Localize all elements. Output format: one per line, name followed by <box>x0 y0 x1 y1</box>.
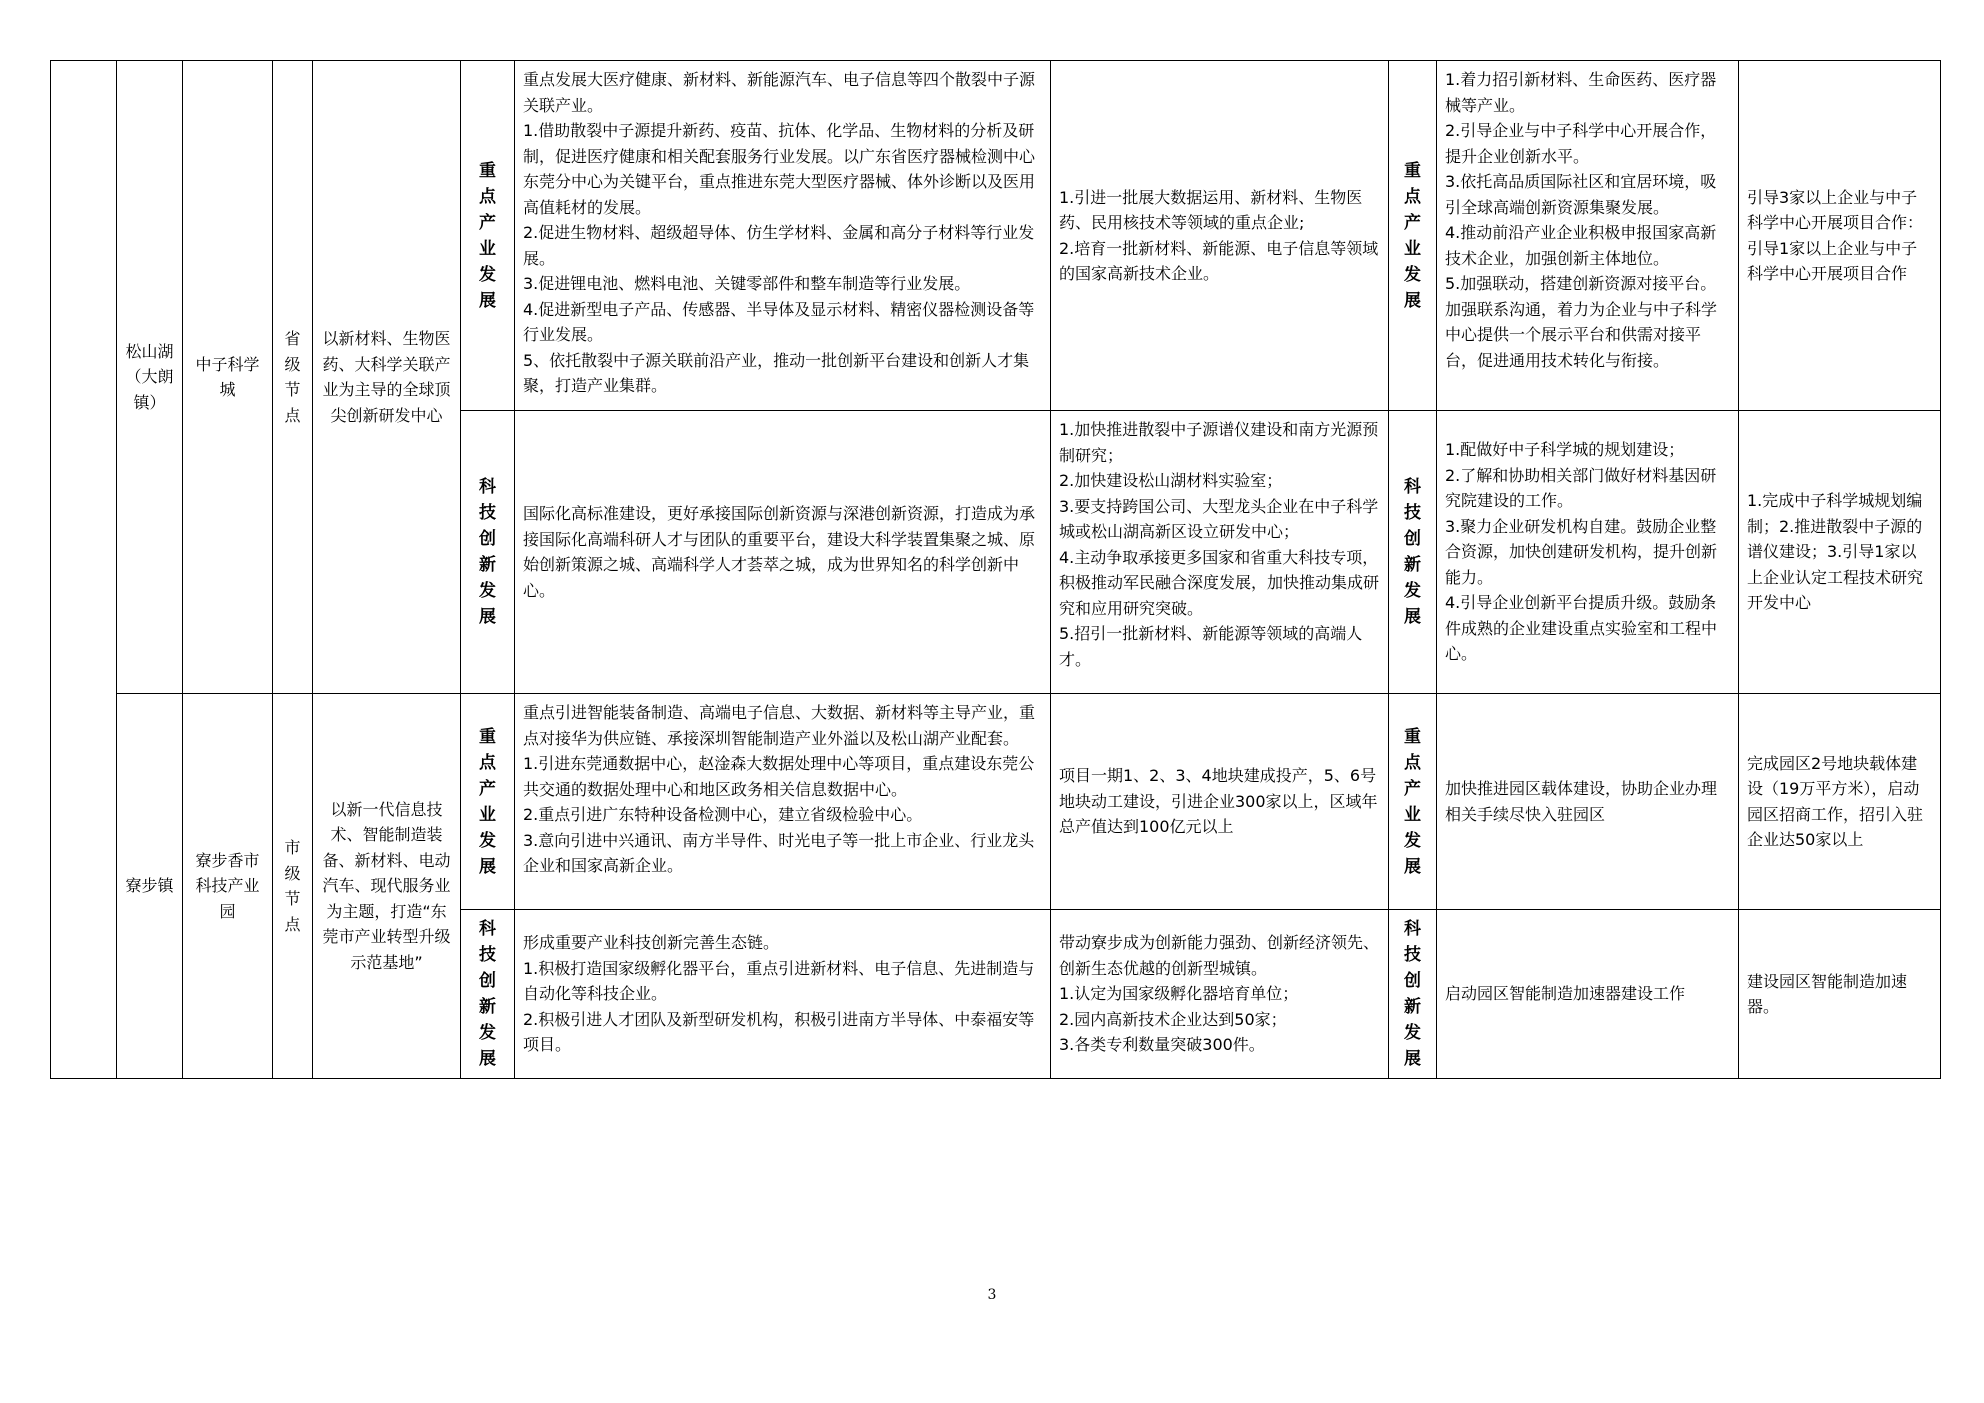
description-line: 重点引进智能装备制造、高端电子信息、大数据、新材料等主导产业，重点对接华为供应链、承接深圳智能制造产业外溢以及松山湖产业配套。 <box>523 703 1036 748</box>
measure-line: 3.聚力企业研发机构自建。鼓励企业整合资源，加快创建研发机构，提升创新能力。 <box>1445 516 1718 587</box>
annual-target-cell: 引导3家以上企业与中子科学中心开展项目合作：引导1家以上企业与中子科学中心开展项目合作 <box>1739 61 1941 411</box>
description-line: 5、依托散裂中子源关联前沿产业，推动一批创新平台建设和创新人才集聚，打造产业集群。 <box>523 350 1030 395</box>
category-cell: 重 点 产 业 发 展 <box>1389 61 1437 411</box>
target-line: 1.加快推进散裂中子源谱仪建设和南方光源预制研究； <box>1059 420 1379 465</box>
description-cell <box>515 411 1051 694</box>
page-number: 3 <box>987 1287 997 1303</box>
description-cell <box>515 910 1051 1079</box>
town-cell: 松山湖（大朗镇） <box>117 61 183 694</box>
target-line: 项目一期1、2、3、4地块建成投产，5、6号地块动工建设，引进企业300家以上，区域年总产值达到100亿元以上 <box>1059 766 1378 837</box>
blank-cell <box>51 61 117 1079</box>
category-cell: 科 技 创 新 发 展 <box>461 411 515 694</box>
table-row <box>51 61 1941 411</box>
plan-table <box>50 60 1941 1079</box>
description-line: 形成重要产业科技创新完善生态链。 <box>523 933 780 953</box>
measure-line: 4.推动前沿产业企业积极申报国家高新技术企业，加强创新主体地位。 <box>1445 223 1717 268</box>
description-line: 1.引进东莞通数据中心，赵淦森大数据处理中心等项目，重点建设东莞公共交通的数据处理中心和地区政务相关信息数据中心。 <box>523 754 1035 799</box>
category-cell: 科 技 创 新 发 展 <box>1389 910 1437 1079</box>
measure-line: 启动园区智能制造加速器建设工作 <box>1445 984 1686 1004</box>
category-cell: 科 技 创 新 发 展 <box>1389 411 1437 694</box>
description-line: 1.积极打造国家级孵化器平台，重点引进新材料、电子信息、先进制造与自动化等科技企业。 <box>523 958 1035 1004</box>
annual-target-cell: 1.完成中子科学城规划编制；2.推进散裂中子源的谱仪建设；3.引导1家以上企业认定工程技术研究开发中心 <box>1739 411 1941 694</box>
targets-cell <box>1051 61 1389 411</box>
annual-target-cell: 完成园区2号地块载体建设（19万平方米），启动园区招商工作，招引入驻企业达50家以上 <box>1739 694 1941 910</box>
node-name-cell: 中子科学城 <box>183 61 273 694</box>
measure-line: 4.引导企业创新平台提质升级。鼓励条件成熟的企业建设重点实验室和工程中心。 <box>1445 593 1718 664</box>
measure-line: 1.配做好中子科学城的规划建设； <box>1445 440 1685 460</box>
target-line: 1.引进一批展大数据运用、新材料、生物医药、民用核技术等领域的重点企业; <box>1059 187 1363 232</box>
description-line: 2.重点引进广东特种设备检测中心，建立省级检验中心。 <box>523 805 923 824</box>
document-page <box>50 60 1940 1079</box>
measure-line: 1.着力招引新材料、生命医药、医疗器械等产业。 <box>1445 70 1717 115</box>
measures-cell <box>1437 694 1739 910</box>
target-line: 1.认定为国家级孵化器培育单位； <box>1059 984 1299 1004</box>
target-line: 带动寮步成为创新能力强劲、创新经济领先、创新生态优越的创新型城镇。 <box>1059 933 1380 978</box>
target-line: 2.加快建设松山湖材料实验室； <box>1059 471 1283 490</box>
target-line: 2.园内高新技术企业达到50家； <box>1059 1009 1287 1029</box>
level-cell: 市级节点 <box>273 694 313 1079</box>
targets-cell <box>1051 910 1389 1079</box>
measure-line: 2.引导企业与中子科学中心开展合作，提升企业创新水平。 <box>1445 121 1717 166</box>
measure-line: 加快推进园区载体建设，协助企业办理相关手续尽快入驻园区 <box>1445 779 1718 824</box>
measure-line: 2.了解和协助相关部门做好材料基因研究院建设的工作。 <box>1445 465 1717 511</box>
measure-line: 5.加强联动，搭建创新资源对接平台。加强联系沟通，着力为企业与中子科学中心提供一个展示平台和供需对接平台，促进通用技术转化与衔接。 <box>1445 274 1718 370</box>
description-cell <box>515 61 1051 411</box>
description-line: 3.促进锂电池、燃料电池、关键零部件和整车制造等行业发展。 <box>523 274 971 293</box>
annual-target-cell: 建设园区智能制造加速器。 <box>1739 910 1941 1079</box>
level-cell: 省级节点 <box>273 61 313 694</box>
target-line: 4.主动争取承接更多国家和省重大科技专项，积极推动军民融合深度发展，加快推动集成研究和应用研究突破。 <box>1059 547 1380 618</box>
category-cell: 重 点 产 业 发 展 <box>461 694 515 910</box>
description-line: 3.意向引进中兴通讯、南方半导件、时光电子等一批上市企业、行业龙头企业和国家高新企业。 <box>523 830 1035 875</box>
target-line: 5.招引一批新材料、新能源等领域的高端人才。 <box>1059 624 1363 669</box>
target-line: 3.要支持跨国公司、大型龙头企业在中子科学城或松山湖高新区设立研发中心； <box>1059 496 1379 541</box>
measures-cell <box>1437 411 1739 694</box>
targets-cell <box>1051 411 1389 694</box>
targets-cell <box>1051 694 1389 910</box>
category-cell: 科 技 创 新 发 展 <box>461 910 515 1079</box>
description-line: 国际化高标准建设，更好承接国际创新资源与深港创新资源，打造成为承接国际化高端科研人才与团队的重要平台，建设大科学装置集聚之城、原始创新策源之城、高端科学人才荟萃之城，成为世界知名的科学创新中心。 <box>523 504 1036 600</box>
node-name-cell: 寮步香市科技产业园 <box>183 694 273 1079</box>
target-line: 2.培育一批新材料、新能源、电子信息等领域的国家高新技术企业。 <box>1059 238 1379 283</box>
description-cell <box>515 694 1051 910</box>
description-line: 1.借助散裂中子源提升新药、疫苗、抗体、化学品、生物材料的分析及研制，促进医疗健康和相关配套服务行业发展。以广东省医疗器械检测中心东莞分中心为关键平台，重点推进东莞大型医疗器械、体外诊断以及医用高值耗材的发展。 <box>523 121 1036 217</box>
category-cell: 重 点 产 业 发 展 <box>461 61 515 411</box>
description-line: 2.积极引进人才团队及新型研发机构，积极引进南方半导体、中泰福安等项目。 <box>523 1009 1035 1055</box>
measure-line: 3.依托高品质国际社区和宜居环境，吸引全球高端创新资源集聚发展。 <box>1445 172 1717 217</box>
description-line: 重点发展大医疗健康、新材料、新能源汽车、电子信息等四个散裂中子源关联产业。 <box>523 70 1036 115</box>
measures-cell <box>1437 61 1739 411</box>
town-cell: 寮步镇 <box>117 694 183 1079</box>
target-line: 3.各类专利数量突破300件。 <box>1059 1035 1265 1055</box>
description-line: 2.促进生物材料、超级超导体、仿生学材料、金属和高分子材料等行业发展。 <box>523 223 1035 268</box>
category-cell: 重 点 产 业 发 展 <box>1389 694 1437 910</box>
table-row <box>51 694 1941 910</box>
positioning-cell: 以新一代信息技术、智能制造装备、新材料、电动汽车、现代服务业为主题，打造“东莞市产业转型升级示范基地” <box>313 694 461 1079</box>
measures-cell <box>1437 910 1739 1079</box>
description-line: 4.促进新型电子产品、传感器、半导体及显示材料、精密仪器检测设备等行业发展。 <box>523 299 1035 344</box>
positioning-cell: 以新材料、生物医药、大科学关联产业为主导的全球顶尖创新研发中心 <box>313 61 461 694</box>
